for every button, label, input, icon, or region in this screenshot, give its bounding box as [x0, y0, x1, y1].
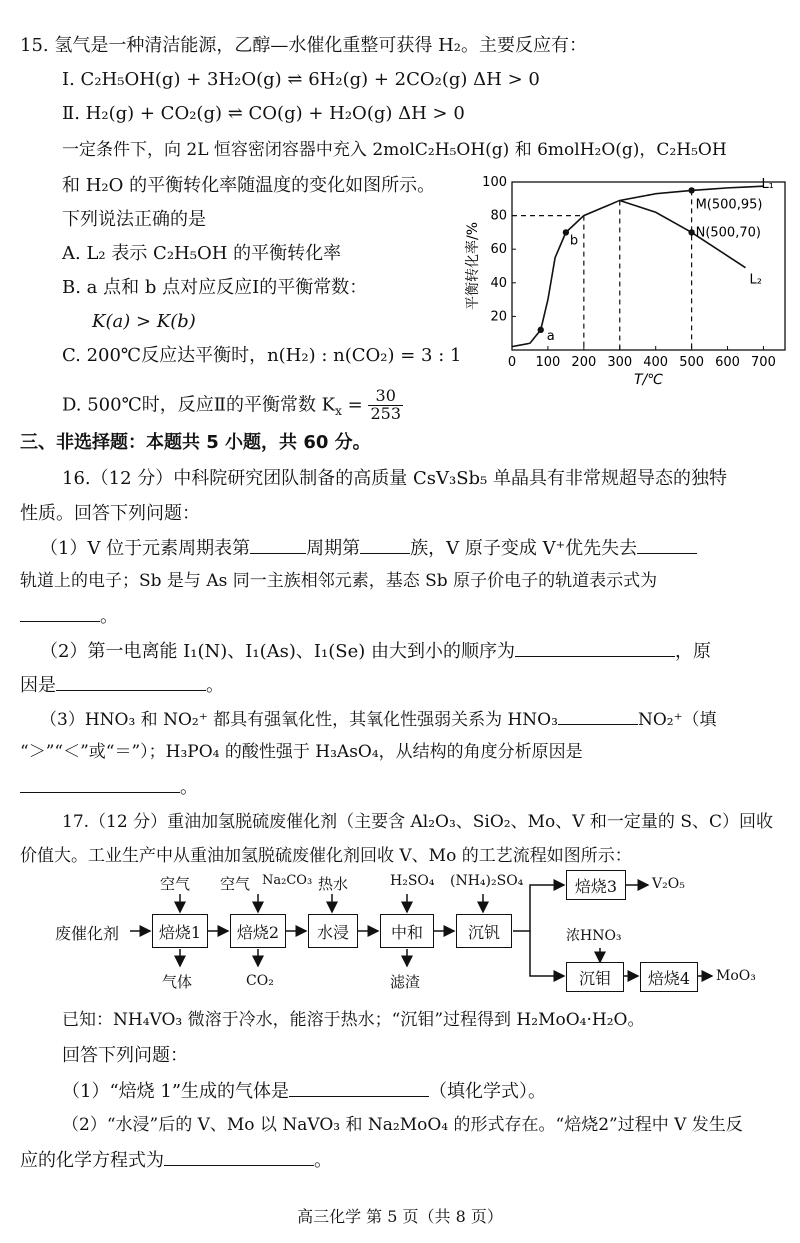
q16-part-1-end	[20, 605, 118, 628]
flow-input-air-1: 空气	[160, 875, 191, 893]
q16-part-1	[40, 537, 697, 560]
flow-precip-v: 沉钒	[456, 914, 512, 948]
q16-p1-text-e: 。	[100, 606, 118, 627]
data-point	[688, 187, 694, 193]
data-point	[563, 229, 569, 235]
flow-input-na2co3: Na₂CO₃	[262, 873, 313, 888]
q16-part-3	[40, 708, 717, 730]
q15-option-b-formula: K(a) > K(b)	[92, 311, 196, 332]
q16-p3-text-a: （3）HNO₃ 和 NO₂⁺ 都具有强氧化性，其氧化性强弱关系为 HNO₃	[40, 710, 558, 730]
answer-blank[interactable]	[289, 1080, 429, 1097]
data-point	[688, 229, 694, 235]
flow-roast-3: 焙烧3	[566, 870, 626, 900]
q16-p2-text-d: 。	[206, 675, 224, 696]
x-tick-label: 300	[607, 355, 633, 370]
q16-part-3-cont: “＞”“＜”或“＝”）；H₃PO₄ 的酸性强于 H₃AsO₄，从结构的角度分析原因是	[20, 742, 583, 762]
answer-blank[interactable]	[250, 537, 306, 554]
q15-option-b: B. a 点和 b 点对应反应Ⅰ的平衡常数：	[62, 277, 368, 298]
y-axis-label: 平衡转化率/%	[465, 221, 481, 311]
x-tick-label: 500	[679, 355, 705, 370]
x-tick-label: 400	[643, 355, 669, 370]
answer-blank[interactable]	[20, 605, 100, 622]
flow-neutralize: 中和	[380, 914, 434, 948]
q17-stem-1: 17.（12 分）重油加氢脱硫废催化剂（主要含 Al₂O₃、SiO₂、Mo、V 和一定量的 S、C）回收	[62, 812, 773, 832]
q16-p3-text-d: 。	[180, 777, 198, 798]
arrow	[530, 931, 564, 976]
answer-blank[interactable]	[20, 776, 180, 793]
q16-part-2	[40, 640, 711, 663]
x-tick-label: 0	[507, 355, 517, 370]
flow-input-hno3: 浓HNO₃	[566, 928, 622, 944]
y-tick-label: 60	[490, 242, 507, 258]
conversion-chart	[455, 168, 790, 400]
y-tick-label: 80	[490, 208, 507, 224]
q16-p2-text-c: 因是	[20, 675, 56, 696]
q15-stem: 15. 氢气是一种清洁能源，乙醇—水催化重整可获得 H₂。主要反应有：	[20, 35, 587, 56]
flow-input-nh4so4: (NH₄)₂SO₄	[450, 873, 524, 889]
flow-precip-mo: 沉钼	[566, 962, 624, 992]
data-point	[538, 327, 544, 333]
y-tick-label: 100	[482, 175, 507, 190]
flow-output-moo3: MoO₃	[716, 968, 756, 984]
data-point-label: b	[569, 233, 579, 249]
q15-option-c: C. 200℃反应达平衡时，n(H₂) : n(CO₂) = 3 : 1	[62, 345, 462, 366]
flow-output-residue: 滤渣	[390, 973, 421, 991]
data-point-label: M(500,95)	[695, 197, 763, 213]
q15-option-d-sub: x	[335, 403, 342, 418]
q17-p1-text-a: （1）“焙烧 1”生成的气体是	[62, 1081, 290, 1102]
q15-question: 下列说法正确的是	[62, 209, 206, 230]
q15-reaction-2: Ⅱ. H₂(g) + CO₂(g) ⇌ CO(g) + H₂O(g) ΔH > 0	[62, 103, 465, 124]
flow-start: 废催化剂	[55, 924, 120, 943]
answer-blank[interactable]	[164, 1149, 314, 1166]
series-label: L₂	[749, 272, 762, 288]
arrow	[513, 885, 564, 931]
flow-input-air-2: 空气	[220, 875, 251, 893]
answer-blank[interactable]	[515, 640, 675, 657]
q15-option-d-fraction	[368, 388, 403, 423]
q16-part-2-cont	[20, 674, 224, 697]
q15-condition-1: 一定条件下，向 2L 恒容密闭容器中充入 2molC₂H₅OH(g) 和 6molH₂O(g)，C₂H₅OH	[62, 140, 727, 160]
q17-p2-text-b: 应的化学方程式为	[20, 1150, 164, 1171]
x-tick-label: 200	[571, 355, 597, 370]
q15-reaction-1: Ⅰ. C₂H₅OH(g) + 3H₂O(g) ⇌ 6H₂(g) + 2CO₂(g) ΔH > 0	[62, 69, 540, 90]
fraction-denominator: 253	[370, 403, 401, 423]
q16-part-3-end	[20, 776, 198, 799]
q16-p3-text-b: NO₂⁺（填	[637, 710, 717, 730]
answer-blank[interactable]	[558, 708, 638, 725]
q15-option-d	[62, 388, 403, 423]
answer-blank[interactable]	[56, 674, 206, 691]
q15-option-d-eq: =	[341, 394, 369, 416]
page-footer: 高三化学 第 5 页（共 8 页）	[297, 1207, 503, 1226]
x-tick-label: 700	[751, 355, 776, 370]
q16-part-1-cont: 轨道上的电子；Sb 是与 As 同一主族相邻元素，基态 Sb 原子价电子的轨道表示式为	[20, 571, 658, 591]
q16-stem-1: 16.（12 分）中科院研究团队制备的高质量 CsV₃Sb₅ 单晶具有非常规超导态的独特	[62, 468, 727, 489]
flow-roast-1: 焙烧1	[152, 914, 208, 948]
series-label: L₁	[761, 177, 774, 193]
q15-option-a: A. L₂ 表示 C₂H₅OH 的平衡转化率	[62, 243, 342, 264]
flow-roast-4: 焙烧4	[640, 962, 698, 992]
answer-blank[interactable]	[360, 537, 410, 554]
data-point-label: a	[546, 328, 555, 344]
data-point-label: N(500,70)	[695, 225, 761, 241]
q17-part-1	[62, 1080, 546, 1103]
q16-p2-text-b: ，原	[674, 641, 711, 662]
y-tick-label: 40	[490, 275, 507, 291]
q17-part-2-cont	[20, 1149, 332, 1172]
q15-condition-2: 和 H₂O 的平衡转化率随温度的变化如图所示。	[62, 175, 436, 196]
q17-part-2: （2）“水浸”后的 V、Mo 以 NaVO₃ 和 Na₂MoO₄ 的形式存在。“焙烧2”过程中 V 发生反	[62, 1115, 743, 1135]
x-axis-label: T/℃	[634, 372, 663, 388]
flow-output-v2o5: V₂O₅	[652, 876, 685, 892]
q15-option-d-text: D. 500℃时，反应Ⅱ的平衡常数 K	[62, 394, 336, 416]
flow-water-leach: 水浸	[308, 914, 358, 948]
q16-p2-text-a: （2）第一电离能 I₁(N)、I₁(As)、I₁(Se) 由大到小的顺序为	[40, 641, 515, 662]
flow-input-h2so4: H₂SO₄	[390, 873, 435, 889]
x-tick-label: 600	[715, 355, 740, 370]
x-tick-label: 100	[535, 355, 561, 370]
section-3-heading: 三、非选择题：本题共 5 小题，共 60 分。	[20, 432, 371, 453]
q16-p1-text-b: 周期第	[306, 538, 361, 559]
answer-blank[interactable]	[637, 537, 697, 554]
flow-output-gas: 气体	[162, 973, 193, 991]
flow-roast-2: 焙烧2	[230, 914, 286, 948]
y-tick-label: 20	[490, 309, 507, 325]
flow-output-co2: CO₂	[246, 973, 274, 989]
fraction-numerator: 30	[368, 388, 403, 406]
q16-p1-text-c: 族，V 原子变成 V⁺优先失去	[410, 538, 638, 559]
q16-stem-2: 性质。回答下列问题：	[20, 503, 200, 524]
q17-ask: 回答下列问题：	[62, 1045, 188, 1066]
q17-stem-2: 价值大。工业生产中从重油加氢脱硫废催化剂回收 V、Mo 的工艺流程如图所示：	[20, 846, 632, 866]
q16-p1-text-a: （1）V 位于元素周期表第	[40, 538, 251, 559]
q17-known: 已知：NH₄VO₃ 微溶于冷水，能溶于热水；“沉钼”过程得到 H₂MoO₄·H₂O。	[62, 1010, 645, 1030]
q17-p1-text-b: （填化学式）。	[429, 1081, 547, 1102]
flow-input-hot-water: 热水	[318, 875, 349, 893]
q17-p2-text-c: 。	[314, 1150, 332, 1171]
